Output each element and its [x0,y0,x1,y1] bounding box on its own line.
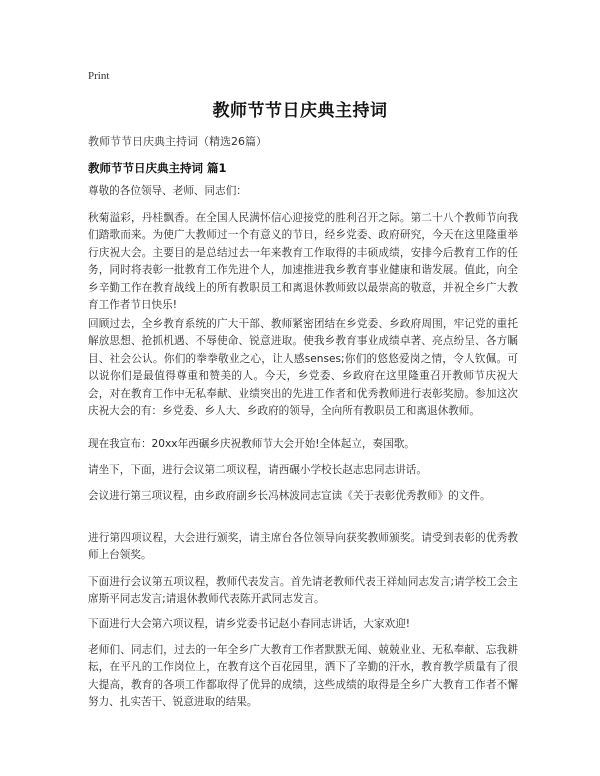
page-title: 教师节节日庆典主持词 [212,101,388,121]
section-heading: 教师节节日庆典主持词 篇1 [88,161,227,175]
document-subtitle: 教师节节日庆典主持词（精选26篇） [88,135,267,148]
paragraph-announcement: 现在我宣布：20xx年西碾乡庆祝教师节大会开始!全体起立，奏国歌。 [88,438,415,450]
paragraph-greeting: 尊敬的各位领导、老师、同志们： [88,185,247,197]
print-label[interactable]: Print [88,70,110,82]
paragraph-review: 回顾过去，全乡教育系统的广大干部、教师紧密团结在乡党委、乡政府周围，牢记党的重托解放思想、抢抓机遇、不辱使命、锐意进取。使我乡教育事业成绩卓著、亮点纷呈、各方瞩目、社会公认。你们的拳拳敬业之心，让人感senses;你们的悠悠爱岗之情，令人钦佩。可以说你们是最值得尊重和赞美的人。今天，乡党委、乡政府在这里隆重召开教师节庆祝大会，对在教育工作中无私奉献、业绩突出的先进工作者和优秀教师进行表彰奖励。参加这次庆祝大会的有：乡党委、乡人大、乡政府的领导，全向所有教职员工和离退休教师。 [88,318,518,418]
paragraph-agenda-4: 进行第四项议程，大会进行颁奖，请主席台各位领导向获奖教师颁奖。请受到表彰的优秀教师上台领奖。 [88,532,518,562]
paragraph-closing: 老师们、同志们，过去的一年全乡广大教育工作者默默无闻、兢兢业业、无私奉献、忘我耕耘，在平凡的工作岗位上，在教育这个百花园里，洒下了辛勤的汗水，教育教学质量有了很大提高，教育的各项工作都取得了优异的成绩，这些成绩的取得是全乡广大教育工作者不懈努力、扎实苦干、锐意进取的结果。 [88,644,518,709]
paragraph-agenda-2: 请坐下，下面，进行会议第二项议程，请西碾小学校长赵志忠同志讲话。 [88,464,427,476]
paragraph-agenda-5: 下面进行会议第五项议程，教师代表发言。首先请老教师代表王祥灿同志发言;请学校工会主席斯平同志发言;请退休教师代表陈开武同志发言。 [88,576,518,606]
paragraph-agenda-3: 会议进行第三项议程，由乡政府副乡长冯林波同志宣读《关于表彰优秀教师》的文件。 [88,490,491,502]
paragraph-opening: 秋菊溢彩，丹桂飘香。在全国人民满怀信心迎接党的胜利召开之际。第二十八个教师节向我们踏歌而来。为使广大教师过一个有意义的节日，经乡党委、政府研究，今天在这里隆重举行庆祝大会。主要目的是总结过去一年来教育工作取得的丰硕成绩，安排今后教育工作的任务，同时将表彰一批教育工作先进个人，加速推进我乡教育事业健康和谐发展。值此，向全乡辛勤工作在教育战线上的所有教职员工和离退休教师致以最崇高的敬意，并祝全乡广大教育工作者节日快乐! [88,212,518,312]
paragraph-agenda-6: 下面进行大会第六项议程，请乡党委书记赵小春同志讲话，大家欢迎! [88,618,411,630]
